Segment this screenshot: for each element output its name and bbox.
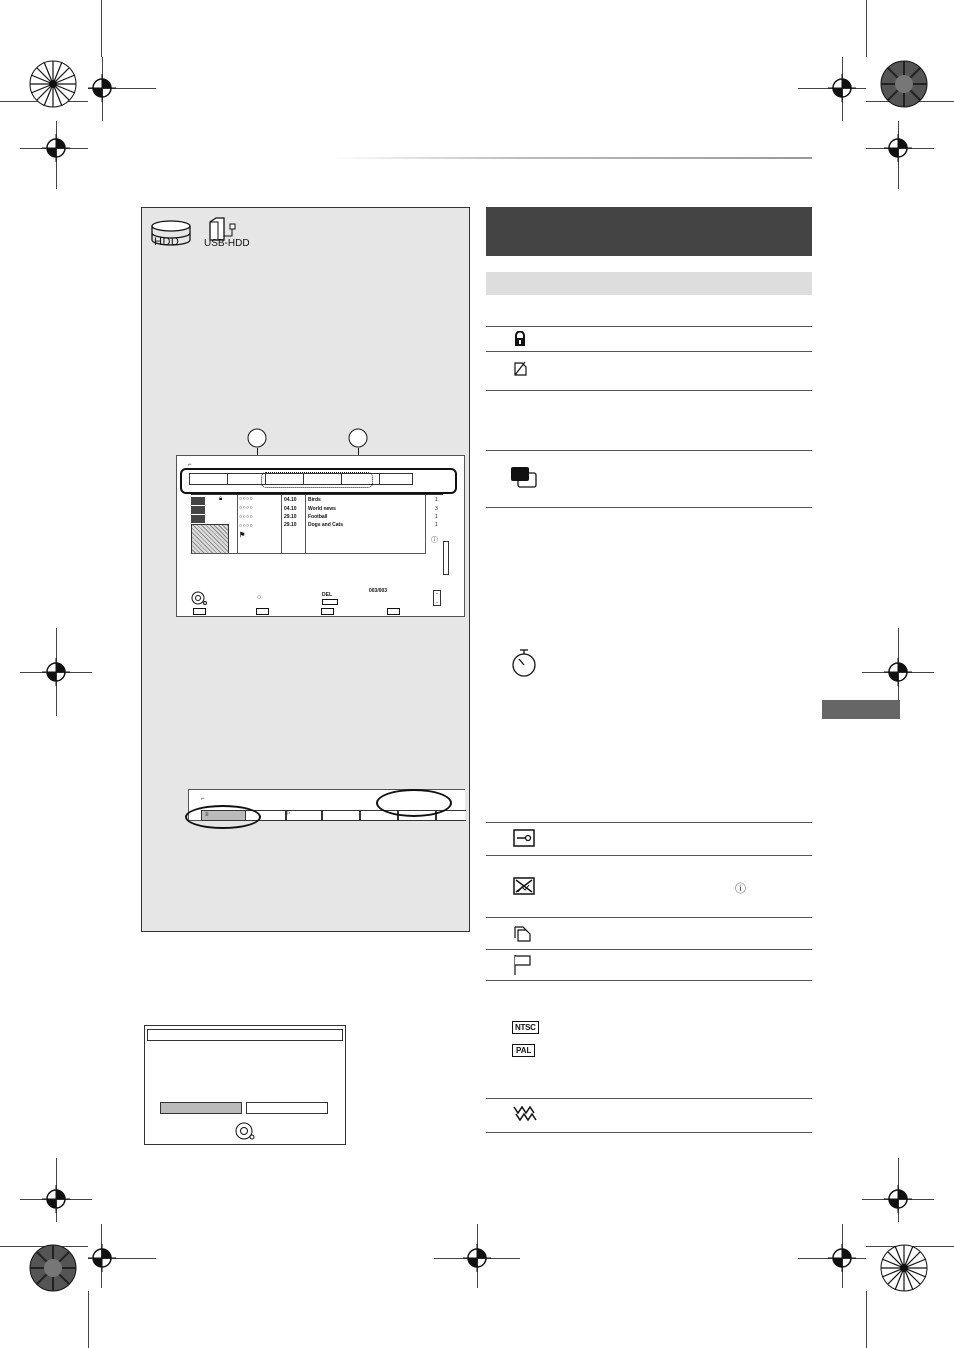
navigator-icon[interactable] [191, 591, 207, 605]
table-rule [486, 450, 812, 451]
group-icon [509, 465, 539, 489]
row-title[interactable]: Football [308, 514, 328, 520]
recordings-list-screen [176, 455, 465, 617]
drive-tab[interactable] [321, 810, 361, 821]
table-rule [486, 855, 812, 856]
tab-dotted-highlight [261, 472, 373, 488]
navigator-icon[interactable] [235, 1122, 255, 1140]
dialog-title-bar [147, 1029, 343, 1041]
sunburst-mark-icon [880, 1244, 928, 1292]
status-dots: ○○○○ [239, 514, 254, 520]
drive-tab[interactable] [285, 810, 323, 821]
ntsc-icon: NTSC [512, 1021, 539, 1034]
table-rule [486, 822, 812, 823]
registration-mark-icon [884, 1185, 912, 1213]
registration-mark-icon [88, 1244, 116, 1272]
dialog-option-selected[interactable] [160, 1102, 242, 1114]
dialog-option[interactable] [246, 1102, 328, 1114]
row-date: 04.10 [284, 506, 297, 512]
del-label: DEL [322, 592, 332, 598]
drive-tab-hdd[interactable]: ≡ [201, 810, 246, 821]
info-icon: ⓘ [735, 883, 746, 895]
registration-mark-icon [463, 1244, 491, 1272]
tab-6[interactable] [379, 473, 413, 485]
protected-icon [513, 360, 529, 376]
timer-icon [511, 648, 537, 678]
thumbnail [191, 497, 205, 505]
tab-all[interactable] [189, 473, 229, 485]
screen-logo-icon: ⌐ [201, 796, 205, 802]
flag-icon: ⚑ [239, 532, 246, 539]
header-rule [330, 157, 812, 159]
broken-recording-icon [513, 877, 535, 895]
highlight-ellipse [376, 789, 452, 817]
flag-icon [513, 954, 533, 976]
registration-mark-icon [88, 74, 116, 102]
list-divider [305, 495, 306, 553]
table-rule [486, 351, 812, 352]
scrollbar[interactable] [443, 541, 449, 575]
highlight-ellipse [185, 805, 261, 829]
row-date: 29.10 [284, 514, 297, 520]
callout-marker-2 [348, 428, 368, 448]
table-rule [486, 1132, 812, 1133]
row-count: 1 [435, 497, 438, 503]
status-dots: ○○○○ [239, 496, 254, 502]
row-count: 3 [435, 506, 438, 512]
status-dots: ○○○○ [239, 505, 254, 511]
registration-mark-icon [828, 1244, 856, 1272]
key-icon [513, 829, 535, 847]
hdd-label: HDD [154, 236, 180, 248]
status-dots: ○○○○ [239, 523, 254, 529]
thumbnail [191, 524, 229, 554]
row-title[interactable]: World news [308, 506, 336, 512]
registration-mark-icon [828, 74, 856, 102]
color-button-green[interactable] [256, 608, 269, 615]
registration-mark-icon [884, 658, 912, 686]
wave-icon [513, 1104, 537, 1124]
registration-mark-icon [42, 658, 70, 686]
usb-hdd-label: USB-HDD [204, 238, 250, 249]
thumbnail [191, 506, 205, 514]
color-button-yellow[interactable] [321, 608, 334, 615]
list-divider [425, 495, 426, 553]
table-rule [486, 507, 812, 508]
table-rule [486, 917, 812, 918]
instruction-panel [141, 207, 470, 932]
pal-icon: PAL [512, 1044, 535, 1057]
callout-marker-1 [247, 428, 267, 448]
info-icon: ⓘ [431, 537, 438, 544]
list-divider [281, 495, 282, 553]
color-button-red[interactable] [193, 608, 206, 615]
option-circle-icon[interactable]: ○ [257, 594, 262, 601]
color-button-blue[interactable] [387, 608, 400, 615]
row-date: 04.10 [284, 497, 297, 503]
registration-mark-icon [884, 134, 912, 162]
thumbnail [191, 515, 205, 523]
row-date: 29.10 [284, 522, 297, 528]
registration-mark-icon [42, 134, 70, 162]
sunburst-mark-icon [29, 60, 77, 108]
screen-logo-icon: ⌐ [188, 462, 192, 468]
title-list [191, 494, 443, 581]
registration-mark-icon [42, 1185, 70, 1213]
sunburst-mark-icon [29, 1244, 77, 1292]
sunburst-mark-icon [880, 60, 928, 108]
page-counter: 003/003 [369, 588, 388, 594]
row-count: 1 [435, 514, 438, 520]
page-arrows-icon[interactable]: ⌃ ⌄ [433, 590, 441, 606]
list-divider [237, 495, 238, 553]
table-header-row [486, 272, 812, 295]
section-header [486, 207, 812, 256]
row-count: 1 [435, 522, 438, 528]
table-rule [486, 980, 812, 981]
table-rule [486, 949, 812, 950]
disc-copy-icon [513, 924, 535, 942]
drive-tab[interactable]: ⚐ [245, 810, 287, 821]
row-divider [191, 553, 426, 554]
confirmation-dialog [144, 1025, 346, 1145]
row-title[interactable]: Dogs and Cats [308, 522, 344, 528]
table-rule [486, 390, 812, 391]
del-button[interactable] [322, 599, 338, 605]
table-rule [486, 1098, 812, 1099]
section-tab-marker [822, 700, 900, 719]
lock-icon: 🔒︎ [219, 496, 223, 502]
lock-icon [513, 331, 527, 347]
table-rule [486, 326, 812, 327]
row-title[interactable]: Birds [308, 497, 321, 503]
